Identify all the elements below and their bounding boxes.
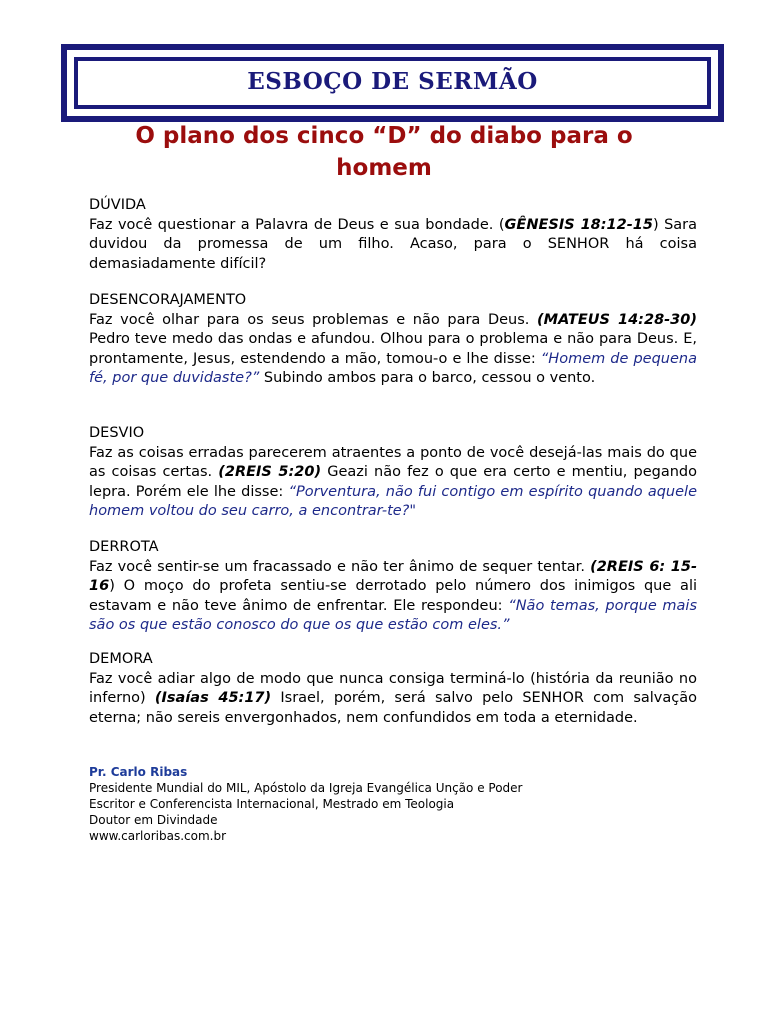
- section-duvida: [89, 196, 697, 274]
- section-heading: DÚVIDA: [89, 197, 146, 213]
- section-body: Faz você olhar para os seus problemas e não para Deus. (MATEUS 14:28-30) Pedro teve medo das ondas e afundou. Olhou para o problema e não para Deus. E, prontamente, Jesus, estendendo a mão, tomou-o e lhe disse: “Homem de pequena fé, por que duvidaste?” Subindo ambos para o barco, cessou o vento.: [89, 311, 697, 386]
- title-banner: [61, 44, 724, 122]
- section-desvio: [89, 424, 697, 522]
- scripture-ref: (2REIS 5:20): [218, 464, 322, 480]
- sermon-title: [90, 120, 678, 184]
- section-heading: DERROTA: [89, 539, 159, 555]
- section-body: Faz você adiar algo de modo que nunca consiga terminá-lo (história da reunião no inferno) (Isaías 45:17) Israel, porém, será salvo pelo SENHOR com salvação eterna; não sereis envergonhados, nem confundidos em toda a eternidade.: [89, 670, 697, 726]
- section-demora: [89, 650, 697, 728]
- section-body: Faz você sentir-se um fracassado e não ter ânimo de sequer tentar. (2REIS 6: 15-16) O moço do profeta sentiu-se derrotado pelo número dos inimigos que ali estavam e não teve ânimo de enfrentar. Ele respondeu: “Não temas, porque mais são os que estão conosco do que os que estão com eles.”: [89, 558, 698, 633]
- author-credentials: Escritor e Conferencista Internacional, Mestrado em Teologia: [89, 797, 455, 811]
- scripture-ref: (MATEUS 14:28-30): [537, 311, 697, 328]
- author-degree: Doutor em Divindade: [89, 813, 218, 827]
- scripture-quote: “Porventura, não fui contigo em espírito quando aquele homem voltou do seu carro, a encontrar-te?": [89, 483, 697, 519]
- banner-title: ESBOÇO DE SERMÃO: [247, 68, 538, 95]
- scripture-ref: (2REIS 6: 15-16: [89, 558, 697, 594]
- author-website[interactable]: www.carloribas.com.br: [89, 829, 227, 843]
- section-body: Faz você questionar a Palavra de Deus e sua bondade. (GÊNESIS 18:12-15) Sara duvidou da promessa de um filho. Acaso, para o SENHOR há coisa demasiadamente difícil?: [89, 216, 698, 272]
- scripture-ref: GÊNESIS 18:12-15: [504, 216, 653, 233]
- section-desencorajamento: [89, 291, 697, 389]
- scripture-quote: “Não temas, porque mais são os que estão conosco do que os que estão com eles.”: [89, 597, 698, 633]
- scripture-quote: “Homem de pequena fé, por que duvidaste?”: [89, 350, 697, 386]
- section-derrota: [89, 538, 697, 636]
- section-body: Faz as coisas erradas parecerem atraentes a ponto de você desejá-las mais do que as coisas certas. (2REIS 5:20) Geazi não fez o que era certo e mentiu, pegando lepra. Porém ele lhe disse: “Porventura, não fui contigo em espírito quando aquele homem voltou do seu carro, a encontrar-te?": [89, 444, 697, 519]
- signature-block: [89, 764, 522, 844]
- scripture-ref: (Isaías 45:17): [154, 690, 272, 706]
- sermon-title-line1: O plano dos cinco “D” do diabo para o: [135, 123, 633, 149]
- sermon-title-line2: homem: [336, 155, 432, 181]
- section-heading: DESVIO: [89, 425, 145, 441]
- author-name: Pr. Carlo Ribas: [89, 765, 188, 779]
- section-heading: DEMORA: [89, 651, 153, 667]
- section-heading: DESENCORAJAMENTO: [89, 292, 247, 308]
- author-title: Presidente Mundial do MIL, Apóstolo da Igreja Evangélica Unção e Poder: [89, 781, 523, 795]
